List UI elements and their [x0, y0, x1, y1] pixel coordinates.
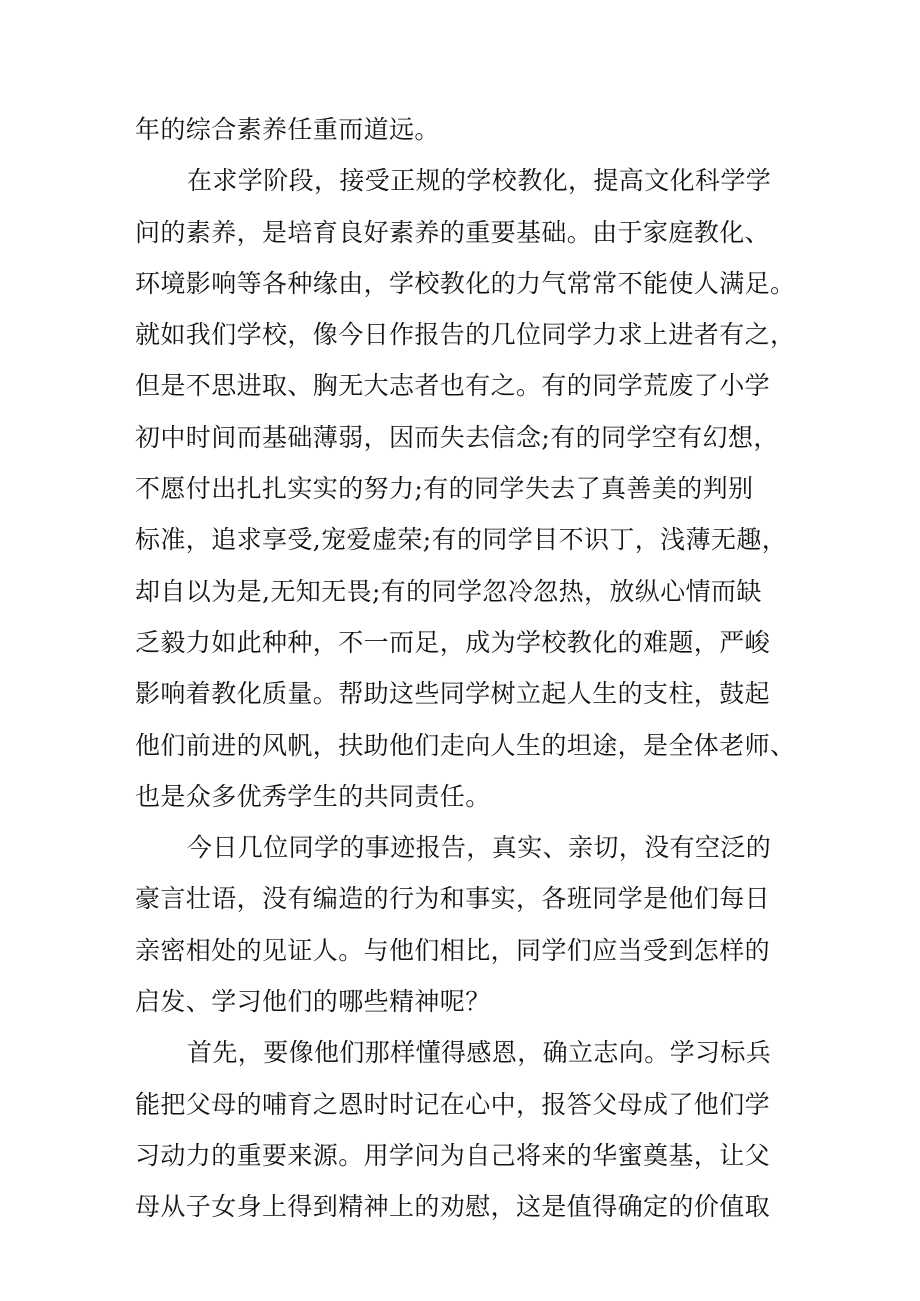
text-line: 环境影响等各种缘由，学校教化的力气常常不能使人满足。 — [135, 268, 796, 298]
text-line: 但是不思进取、胸无大志者也有之。有的同学荒废了小学 — [135, 371, 771, 401]
text-line: 也是众多优秀学生的共同责任。 — [135, 781, 491, 811]
text-line: 启发、学习他们的哪些精神呢？ — [135, 987, 491, 1017]
text-line: 在求学阶段，接受正规的学校教化，提高文化科学学 — [187, 166, 772, 196]
text-line: 习动力的重要来源。用学问为自己将来的华蜜奠基，让父 — [135, 1140, 771, 1170]
text-line: 他们前进的风帆，扶助他们走向人生的坦途，是全体老师、 — [135, 730, 796, 760]
text-line: 年的综合素养任重而道远。 — [135, 115, 440, 144]
text-line: 标准，追求享受,宠爱虚荣;有的同学目不识丁，浅薄无趣， — [135, 525, 788, 555]
text-line: 问的素养，是培育良好素养的重要基础。由于家庭教化、 — [135, 217, 771, 247]
text-line: 乏毅力如此种种，不一而足，成为学校教化的难题，严峻 — [135, 627, 771, 657]
text-line: 首先，要像他们那样懂得感恩，确立志向。学习标兵 — [187, 1038, 772, 1068]
text-line: 豪言壮语，没有编造的行为和事实，各班同学是他们每日 — [135, 884, 771, 914]
text-line: 能把父母的哺育之恩时时记在心中，报答父母成了他们学 — [135, 1089, 771, 1119]
text-line: 初中时间而基础薄弱，因而失去信念;有的同学空有幻想， — [135, 422, 779, 452]
text-line: 就如我们学校，像今日作报告的几位同学力求上进者有之， — [135, 320, 796, 350]
text-line: 今日几位同学的事迹报告，真实、亲切，没有空泛的 — [187, 833, 772, 863]
text-line: 影响着教化质量。帮助这些同学树立起人生的支柱，鼓起 — [135, 679, 771, 709]
text-line: 亲密相处的见证人。与他们相比，同学们应当受到怎样的 — [135, 935, 771, 965]
document-body — [135, 104, 800, 1233]
text-line: 母从子女身上得到精神上的劝慰，这是值得确定的价值取 — [135, 1192, 771, 1222]
text-line: 不愿付出扎扎实实的努力;有的同学失去了真善美的判别 — [135, 474, 754, 504]
text-line: 却自以为是,无知无畏;有的同学忽冷忽热，放纵心情而缺 — [135, 576, 762, 606]
